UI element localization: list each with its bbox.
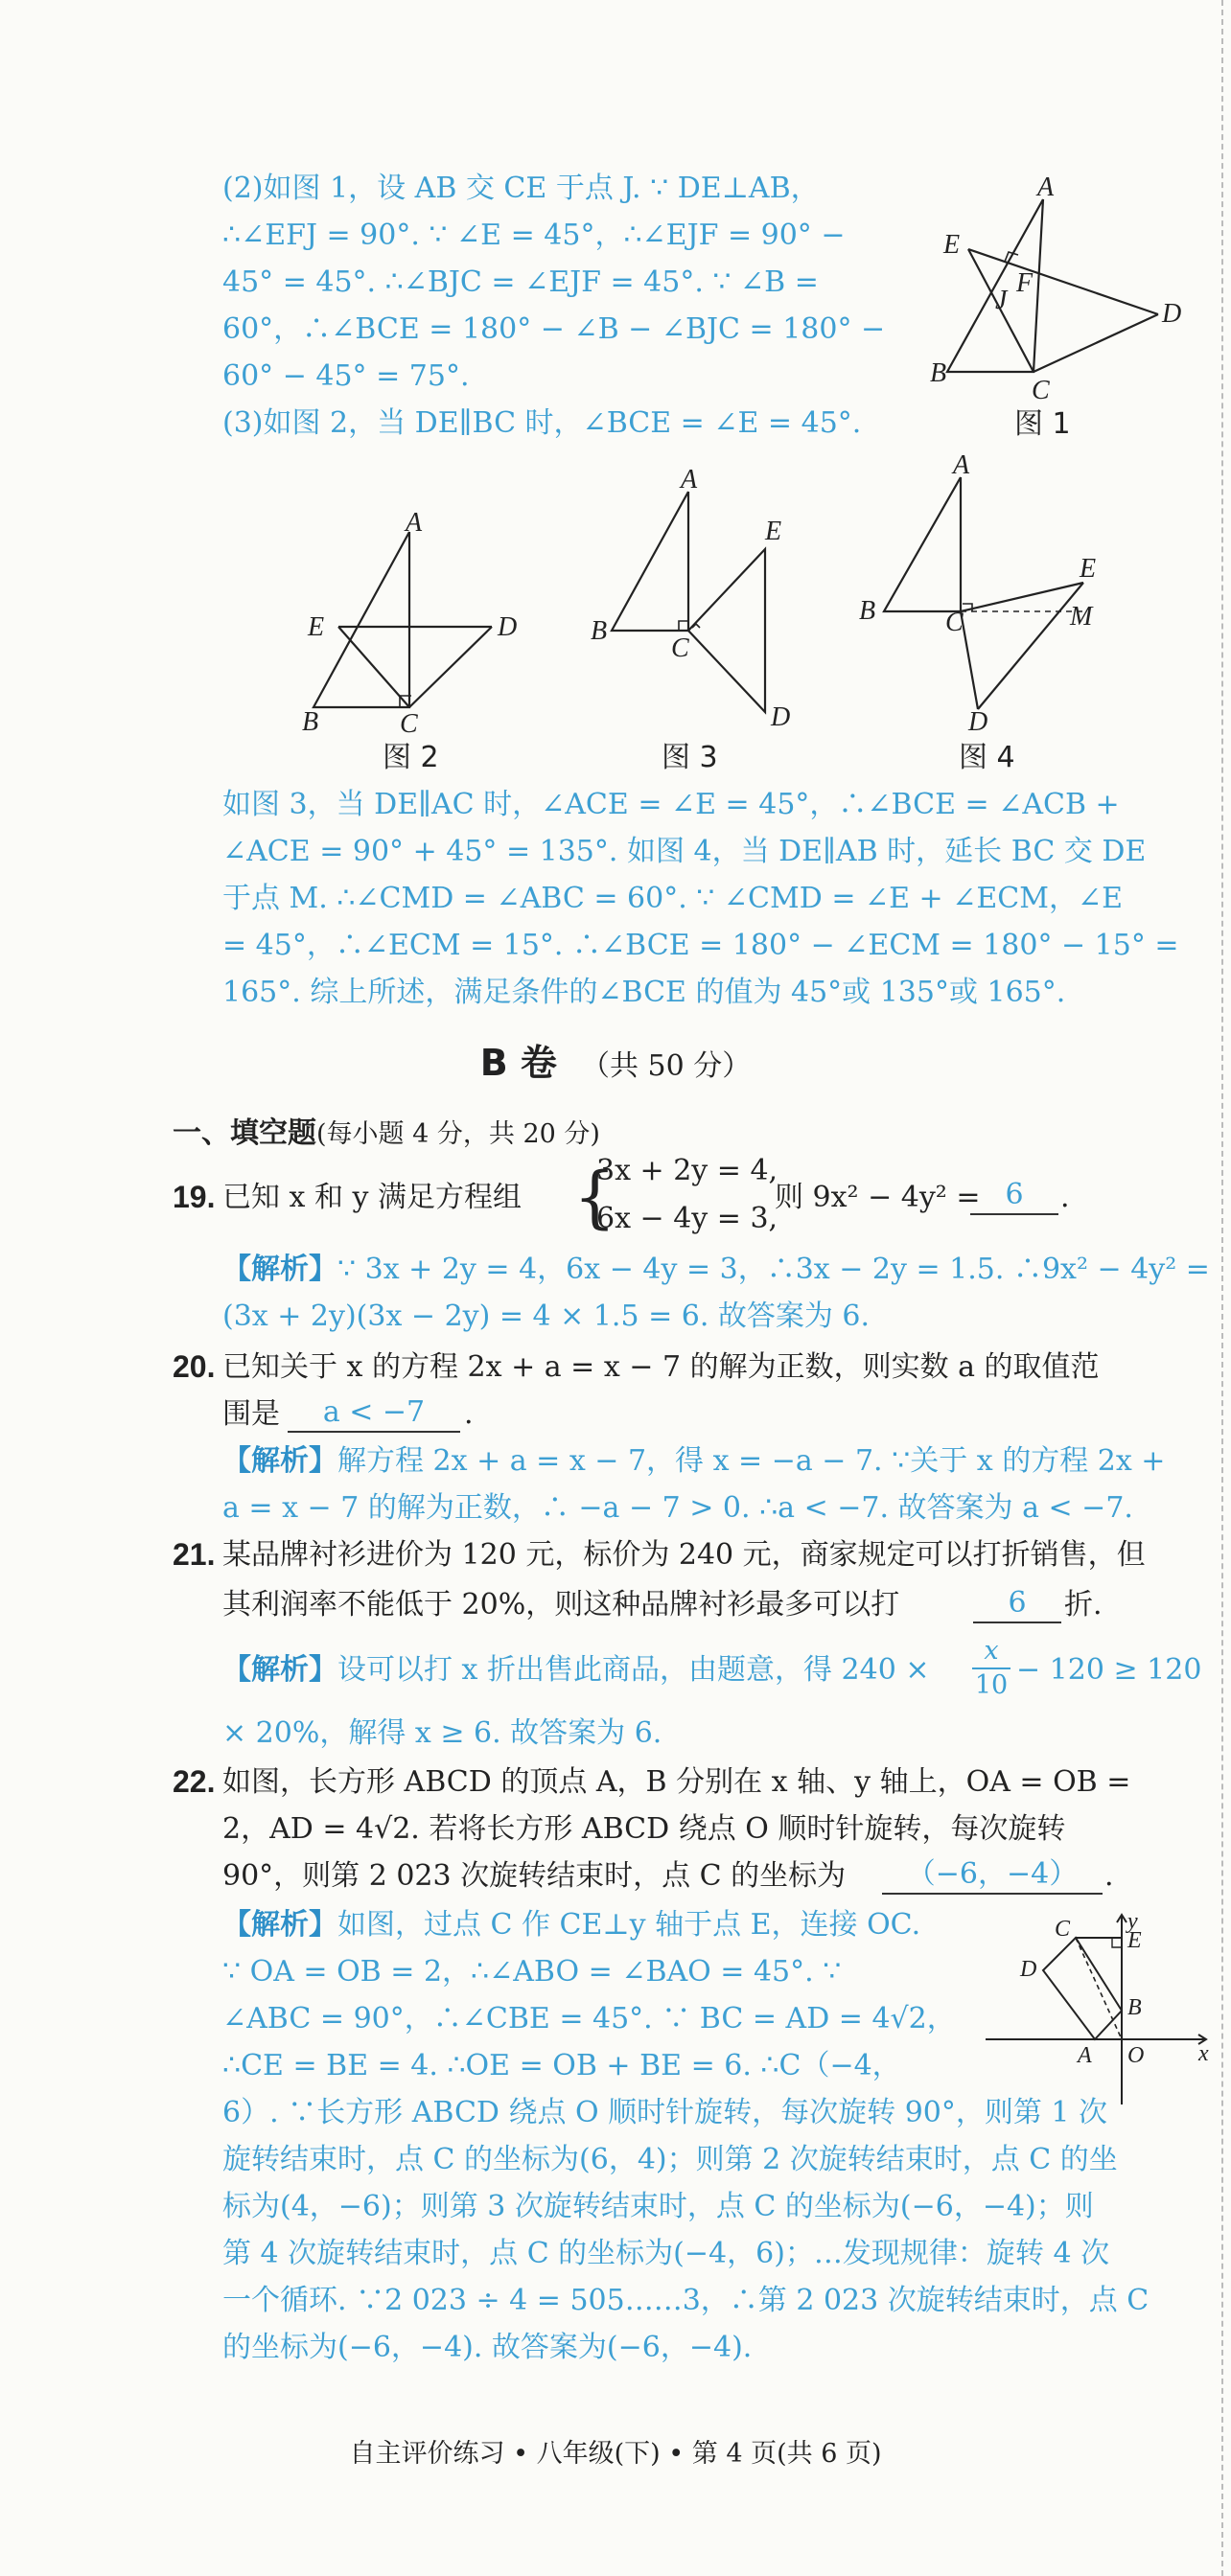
label-E: E (1080, 554, 1097, 584)
solution-line: ∠ACE = 90° + 45° = 135°. 如图 4，当 DE∥AB 时，延长 BC 交 DE (222, 835, 1147, 868)
analysis-text: 设可以打 x 折出售此商品，由题意，得 240 × (337, 1653, 930, 1687)
label-C: C (1032, 376, 1050, 405)
question-number: 22. (173, 1764, 216, 1799)
label-B: B (591, 616, 608, 646)
analysis-tag: 【解析】 (222, 1653, 337, 1687)
figure-3-caption: 图 3 (662, 741, 718, 774)
question-text: 如图，长方形 ABCD 的顶点 A，B 分别在 x 轴、y 轴上，OA = OB = (222, 1765, 1131, 1799)
analysis-text: ∠ABC = 90°，∴∠CBE = 45°. ∵ BC = AD = 4√2， (222, 2002, 956, 2036)
analysis-text: 解方程 2x + a = x − 7，得 x = −a − 7. ∵关于 x 的方程 2x + (337, 1444, 1166, 1478)
answer-blank: a < −7 (288, 1394, 460, 1433)
end-mark: . (1060, 1181, 1070, 1214)
label-C: C (671, 633, 689, 663)
label-E: E (1127, 1928, 1142, 1953)
label-C: C (400, 709, 418, 739)
question-text: 围是 (222, 1397, 280, 1431)
section-title: B 卷 (479, 1042, 557, 1084)
solution-line: ∴∠EFJ = 90°. ∵ ∠E = 45°，∴∠EJF = 90° − (222, 218, 846, 252)
analysis-text: (3x + 2y)(3x − 2y) = 4 × 1.5 = 6. 故答案为 6. (222, 1300, 871, 1333)
solution-line: (3)如图 2，当 DE∥BC 时，∠BCE = ∠E = 45°. (222, 406, 862, 440)
page-footer: 自主评价练习 • 八年级(下) • 第 4 页(共 6 页) (349, 2439, 882, 2469)
figure-2-caption: 图 2 (383, 741, 439, 774)
label-A: A (953, 450, 970, 480)
question-text: 已知 x 和 y 满足方程组 (222, 1181, 523, 1214)
binding-dash-line (1221, 0, 1223, 2576)
equation-1: 3x + 2y = 4, (596, 1154, 778, 1187)
label-y: y (1127, 1909, 1138, 1934)
analysis-text: 第 4 次旋转结束时，点 C 的坐标为(−4，6)；…发现规律：旋转 4 次 (222, 2237, 1110, 2270)
analysis-text: ∴CE = BE = 4. ∴OE = OB + BE = 6. ∴C（−4， (222, 2049, 901, 2082)
label-E: E (308, 612, 325, 642)
question-text: 某品牌衬衫进价为 120 元，标价为 240 元，商家规定可以打折销售，但 (222, 1538, 1146, 1572)
label-D: D (498, 612, 518, 642)
label-B: B (1127, 1995, 1142, 2020)
label-E: E (765, 517, 782, 546)
analysis-text: 旋转结束时，点 C 的坐标为(6，4)；则第 2 次旋转结束时，点 C 的坐 (222, 2143, 1118, 2176)
analysis-text: 标为(4，−6)；则第 3 次旋转结束时，点 C 的坐标为(−6，−4)；则 (222, 2190, 1094, 2223)
label-B: B (859, 596, 876, 626)
analysis-text: ∵ 3x + 2y = 4，6x − 4y = 3，∴3x − 2y = 1.5. ∴9x² − 4y² = (337, 1253, 1210, 1286)
label-B: B (930, 358, 947, 388)
end-mark: . (464, 1397, 474, 1431)
equation-2: 6x − 4y = 3, (596, 1202, 778, 1235)
label-D: D (1020, 1957, 1037, 1982)
analysis-text: 一个循环. ∵2 023 ÷ 4 = 505……3，∴第 2 023 次旋转结束时，点 C (222, 2284, 1150, 2317)
label-B: B (302, 707, 319, 737)
label-A: A (681, 465, 698, 494)
solution-line: (2)如图 1，设 AB 交 CE 于点 J. ∵ DE⊥AB， (222, 172, 820, 205)
label-C: C (945, 608, 964, 637)
question-text: 其利润率不能低于 20%，则这种品牌衬衫最多可以打 (222, 1588, 900, 1622)
question-text: 折. (1064, 1588, 1103, 1622)
fraction-denominator: 10 (972, 1668, 1010, 1702)
end-mark: . (1104, 1859, 1114, 1893)
analysis-text: − 120 ≥ 120 (1016, 1653, 1202, 1687)
analysis (222, 1901, 920, 1948)
label-D: D (1162, 299, 1182, 329)
analysis-text: a = x − 7 的解为正数，∴ −a − 7 > 0. ∴a < −7. 故答案为 a < −7. (222, 1491, 1133, 1525)
label-O: O (1127, 2043, 1145, 2068)
solution-line: 165°. 综上所述，满足条件的∠BCE 的值为 45°或 135°或 165°. (222, 976, 1066, 1009)
answer-blank: 6 (970, 1177, 1058, 1215)
analysis-tag: 【解析】 (222, 1444, 337, 1478)
analysis-text: 如图，过点 C 作 CE⊥y 轴于点 E，连接 OC. (337, 1908, 921, 1942)
label-F: F (1016, 268, 1034, 298)
question-text: 2，AD = 4√2. 若将长方形 ABCD 绕点 O 顺时针旋转，每次旋转 (222, 1812, 1066, 1846)
label-C: C (1055, 1917, 1071, 1942)
solution-line: 于点 M. ∴∠CMD = ∠ABC = 60°. ∵ ∠CMD = ∠E + ∠ECM，∠E (222, 882, 1123, 915)
analysis-text: 的坐标为(−6，−4). 故答案为(−6，−4). (222, 2331, 753, 2364)
label-A: A (406, 508, 423, 538)
section-heading (0, 1033, 1231, 1086)
answer-blank: 6 (973, 1585, 1061, 1623)
solution-line: = 45°，∴∠ECM = 15°. ∴∠BCE = 180° − ∠ECM = 180° − 15° = (222, 929, 1179, 962)
label-D: D (968, 707, 988, 737)
figure-4-caption: 图 4 (959, 741, 1015, 774)
question-text: 已知关于 x 的方程 2x + a = x − 7 的解为正数，则实数 a 的取值范 (222, 1350, 1100, 1384)
solution-line: 45° = 45°. ∴∠BJC = ∠EJF = 45°. ∵ ∠B = (222, 265, 819, 299)
solution-line: 60°，∴∠BCE = 180° − ∠B − ∠BJC = 180° − (222, 312, 886, 346)
question-text: 90°，则第 2 023 次旋转结束时，点 C 的坐标为 (222, 1859, 847, 1893)
label-M: M (1070, 602, 1093, 632)
figure-4 (853, 450, 1131, 776)
label-J: J (995, 286, 1008, 315)
answer-blank: （−6，−4） (882, 1856, 1103, 1895)
figure-2 (292, 508, 542, 776)
label-E: E (943, 230, 961, 260)
label-x: x (1198, 2041, 1209, 2066)
section-score: （共 50 分） (581, 1049, 752, 1083)
figure-1-caption: 图 1 (1014, 407, 1071, 441)
analysis-text: ∵ OA = OB = 2，∴∠ABO = ∠BAO = 45°. ∵ (222, 1955, 842, 1989)
fraction (972, 1635, 1010, 1702)
question-number: 19. (173, 1180, 216, 1214)
solution-line: 60° − 45° = 75°. (222, 359, 470, 393)
solution-line: 如图 3，当 DE∥AC 时，∠ACE = ∠E = 45°，∴∠BCE = ∠ACB + (222, 788, 1120, 821)
analysis-tag: 【解析】 (222, 1253, 337, 1286)
part-note: (每小题 4 分，共 20 分) (316, 1119, 600, 1149)
analysis-text: 6）. ∵长方形 ABCD 绕点 O 顺时针旋转，每次旋转 90°，则第 1 次 (222, 2096, 1108, 2129)
question-text: 则 9x² − 4y² = (775, 1181, 981, 1214)
figure-1 (911, 172, 1198, 441)
figure-coordinate (978, 1907, 1218, 2108)
question-number: 20. (173, 1349, 216, 1384)
part-title: 一、填空题 (173, 1116, 316, 1150)
part-heading (173, 1110, 600, 1158)
brace-icon: { (573, 1158, 616, 1236)
analysis (222, 1646, 929, 1693)
label-A: A (1037, 172, 1055, 202)
label-A: A (1078, 2043, 1092, 2068)
label-D: D (771, 702, 791, 732)
analysis-tag: 【解析】 (222, 1908, 337, 1942)
analysis (222, 1438, 1165, 1484)
fraction-numerator: x (984, 1636, 999, 1666)
question-number: 21. (173, 1537, 216, 1572)
analysis-text: × 20%，解得 x ≥ 6. 故答案为 6. (222, 1716, 662, 1750)
analysis (222, 1246, 1210, 1293)
figure-3 (575, 465, 825, 776)
